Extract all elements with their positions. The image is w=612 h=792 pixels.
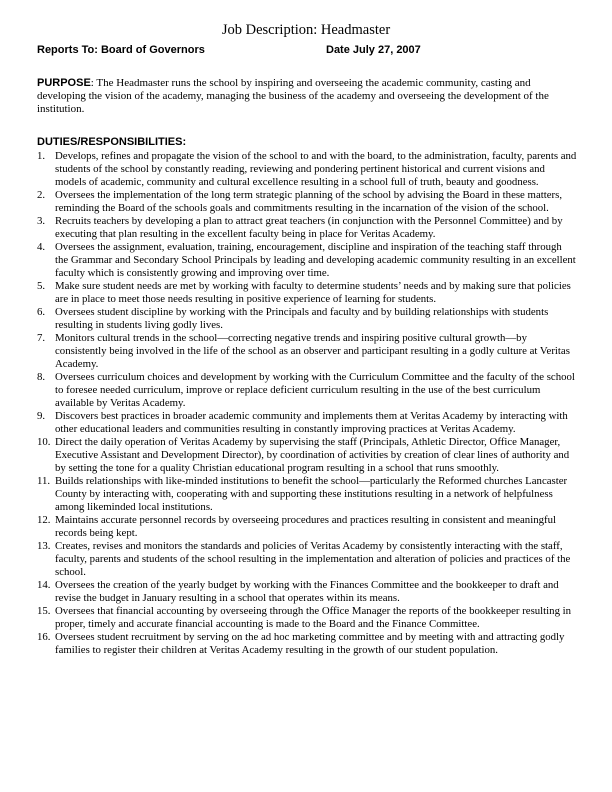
duty-item: [37, 475, 577, 514]
duty-item: [37, 280, 577, 306]
duty-text: Make sure student needs are met by working with faculty to determine students’ needs and by making sure that policies are in place to meet those needs resulting in positive experience of learning for students.: [55, 280, 571, 305]
duty-item: [37, 215, 577, 241]
purpose-label: PURPOSE: [37, 77, 91, 89]
duty-text: Creates, revises and monitors the standards and policies of Veritas Academy by consistently interacting with the staff, faculty, parents and students of the school resulting in the implementation and alteration of policies and practices of the school.: [55, 540, 571, 578]
duty-number: 8.: [37, 371, 46, 383]
duties-list: [37, 150, 577, 657]
duty-number: 12.: [37, 514, 51, 526]
duty-text: Oversees the implementation of the long term strategic planning of the school by advising the Board in these matters, reminding the Board of the schools goals and commitments resulting in the incarnation of the vision of the school.: [55, 189, 563, 214]
duty-item: [37, 371, 577, 410]
duty-item: [37, 332, 577, 371]
document-date: Date July 27, 2007: [326, 44, 421, 56]
duty-item: [37, 579, 577, 605]
document-title: Job Description: Headmaster: [221, 22, 391, 38]
duty-item: [37, 540, 577, 579]
duty-number: 13.: [37, 540, 51, 552]
duty-text: Direct the daily operation of Veritas Academy by supervising the staff (Principals, Athletic Director, Office Manager, Executive Assistant and Development Director), by coordination of activities by creation of clear lines of authority and by setting the tone for a quality Christian educational program resulting in a school that runs smoothly.: [55, 436, 570, 474]
duty-item: [37, 150, 577, 189]
duty-number: 15.: [37, 605, 51, 617]
duty-text: Oversees curriculum choices and development by working with the Curriculum Committee and the faculty of the school to foresee needed curriculum, improve or replace deficient curriculum resulting in the use of the best curriculum available by Veritas Academy.: [55, 371, 575, 409]
duty-text: Maintains accurate personnel records by overseeing procedures and practices resulting in consistent and meaningful records being kept.: [55, 514, 556, 539]
duty-text: Builds relationships with like-minded institutions to benefit the school—particularly the Reformed churches Lancaster County by interacting with, cooperating with and supporting these institutions resulting in a network of helpfulness among likeminded local institutions.: [55, 475, 568, 513]
duty-number: 2.: [37, 189, 46, 201]
duty-item: [37, 436, 577, 475]
duty-number: 3.: [37, 215, 46, 227]
duty-item: [37, 605, 577, 631]
duty-text: Oversees the assignment, evaluation, training, encouragement, discipline and inspiration of the teaching staff through the Grammar and Secondary School Principals by leading and developing academic community resulting in an excellent faculty which is consistently growing and improving over time.: [55, 241, 576, 279]
duties-heading: DUTIES/RESPONSIBILITIES:: [37, 136, 187, 148]
duty-number: 6.: [37, 306, 46, 318]
duty-number: 14.: [37, 579, 51, 591]
duty-number: 4.: [37, 241, 46, 253]
duty-text: Discovers best practices in broader academic community and implements them at Veritas Academy by interacting with other educational leaders and communities resulting in constantly improving practices at Veritas Academy.: [55, 410, 568, 435]
duty-number: 11.: [37, 475, 51, 487]
duty-item: [37, 410, 577, 436]
duty-number: 16.: [37, 631, 51, 643]
reports-to: Reports To: Board of Governors: [37, 44, 205, 56]
duty-text: Recruits teachers by developing a plan to attract great teachers (in conjunction with the Personnel Committee) and by executing that plan resulting in the excellent faculty being in place for Veritas Academy.: [55, 215, 563, 240]
duty-text: Oversees that financial accounting by overseeing through the Office Manager the reports of the bookkeeper resulting in proper, timely and accurate financial accounting is made to the Board and the Finance Committee.: [55, 605, 572, 630]
duty-number: 9.: [37, 410, 46, 422]
purpose-paragraph: [37, 77, 575, 116]
duty-text: Oversees the creation of the yearly budget by working with the Finances Committee and the bookkeeper to draft and revise the budget in January resulting in a school that operates within its means.: [55, 579, 559, 604]
duty-item: [37, 189, 577, 215]
duty-number: 7.: [37, 332, 46, 344]
duty-text: Oversees student discipline by working with the Principals and faculty and by building relationships with students resulting in students living godly lives.: [55, 306, 549, 331]
duty-text: Monitors cultural trends in the school—correcting negative trends and inspiring positive cultural growth—by consistently being involved in the life of the school as an observer and participant resulting in a godly culture at Veritas Academy.: [55, 332, 570, 370]
duty-item: [37, 306, 577, 332]
duty-text: Oversees student recruitment by serving on the ad hoc marketing committee and by meeting with and attracting godly families to register their children at Veritas Academy resulting in the growth of our student population.: [55, 631, 565, 656]
duty-number: 5.: [37, 280, 46, 292]
duty-item: [37, 631, 577, 657]
duty-item: [37, 514, 577, 540]
purpose-text: : The Headmaster runs the school by inspiring and overseeing the academic community, casting and developing the vision of the academy, managing the business of the academy and overseeing the development of the institution.: [37, 77, 549, 115]
duty-item: [37, 241, 577, 280]
duty-number: 10.: [37, 436, 51, 448]
duty-text: Develops, refines and propagate the vision of the school to and with the board, to the administration, faculty, parents and students of the school by constantly reading, reviewing and pondering pertinent historical and current visions and models of academic, community and cultural excellence resulting in a school full of truth, beauty and goodness.: [55, 150, 577, 188]
duty-number: 1.: [37, 150, 46, 162]
